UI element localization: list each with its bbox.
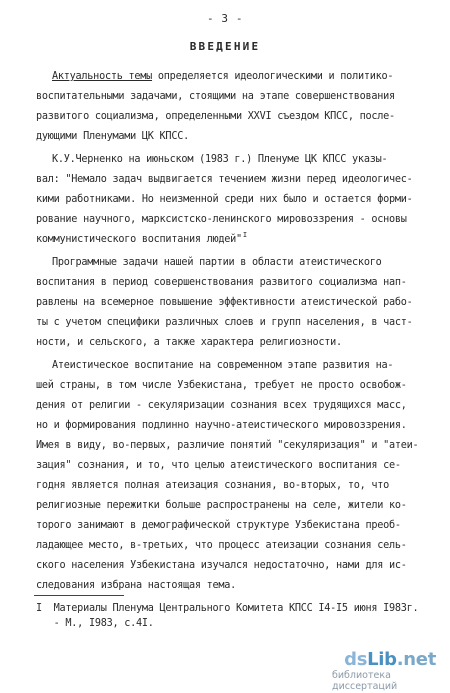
paragraph-4-line-4: но и формирования подлинно научно-атеистического мировоззрения. (36, 420, 407, 431)
paragraph-2-line-5-text: коммунистического воспитания людей" (36, 234, 242, 245)
topic-relevance-lead: Актуальность темы (52, 71, 153, 82)
footnote-line-2: - М., I983, с.4I. (36, 618, 154, 629)
paragraph-4-line-1: Атеистическое воспитание на современном этапе развития на- (52, 360, 394, 371)
paragraph-3-line-2: воспитания в период совершенствования развитого социализма нап- (36, 277, 407, 288)
paragraph-1-line-3: развитого социализма, определенными XXVI съездом КПСС, после- (36, 111, 395, 122)
paragraph-4-line-10: ладающее место, в-третьих, что процесс атеизации сознания сель- (36, 540, 407, 551)
paragraph-2-line-5 (36, 233, 247, 247)
paragraph-4-line-11: ского населения Узбекистана изучался недостаточно, нами для ис- (36, 560, 407, 571)
footnote-reference: I (242, 231, 247, 239)
paragraph-1-line-1 (52, 70, 393, 83)
dslib-logo: dsLib.net (344, 649, 436, 670)
paragraph-1-line-1-rest: определяется идеологическими и политико- (152, 71, 394, 82)
page-number: - 3 - (206, 12, 244, 25)
paragraph-2-line-2: вал: "Немало задач выдвигается течением жизни перед идеологичес- (36, 174, 413, 185)
paragraph-2-line-1: К.У.Черненко на июньском (1983 г.) Пленуме ЦК КПСС указы- (52, 154, 388, 165)
paragraph-4-line-8: религиозные пережитки больше распространены на селе, жители ко- (36, 500, 407, 511)
section-heading: ВВЕДЕНИЕ (189, 40, 261, 53)
paragraph-4-line-6: зация" сознания, и то, что целью атеистического воспитания се- (36, 460, 401, 471)
paragraph-4-line-3: дения от религии - секуляризации сознания всех трудящихся масс, (36, 400, 407, 411)
paragraph-4-line-7: годня является полная атеизация сознания, во-вторых, то, что (36, 480, 390, 491)
footnote-line-1: I Материалы Пленума Центрального Комитета КПСС I4-I5 июня I983г. (36, 603, 419, 614)
paragraph-3-line-3: равлены на всемерное повышение эффективности атеистической рабо- (36, 297, 413, 308)
dslib-subtitle: библиотека диссертаций (332, 670, 398, 692)
paragraph-2-line-3: кими работниками. Но неизменной среди них было и остается форми- (36, 194, 413, 205)
paragraph-2-line-4: рование научного, марксистско-ленинского мировоззрения - основы (36, 214, 407, 225)
footnote-divider (34, 595, 124, 596)
paragraph-3-line-5: ности, и сельского, а также характера религиозности. (36, 337, 342, 348)
paragraph-3-line-4: ты с учетом специфики различных слоев и групп населения, в част- (36, 317, 413, 328)
paragraph-4-line-12: следования избрана настоящая тема. (36, 580, 237, 591)
paragraph-3-line-1: Программные задачи нашей партии в области атеистического (52, 257, 382, 268)
paragraph-4-line-9: торого занимают в демографической структуре Узбекистана преоб- (36, 520, 401, 531)
paragraph-1-line-4: дующими Пленумами ЦК КПСС. (36, 131, 189, 142)
paragraph-4-line-5: Имея в виду, во-первых, различие понятий "секуляризация" и "атеи- (36, 440, 419, 451)
paragraph-4-line-2: шей страны, в том числе Узбекистана, требует не просто освобож- (36, 380, 407, 391)
paragraph-1-line-2: воспитательными задачами, стоящими на этапе совершенствования (36, 91, 395, 102)
dslib-watermark (332, 649, 442, 692)
